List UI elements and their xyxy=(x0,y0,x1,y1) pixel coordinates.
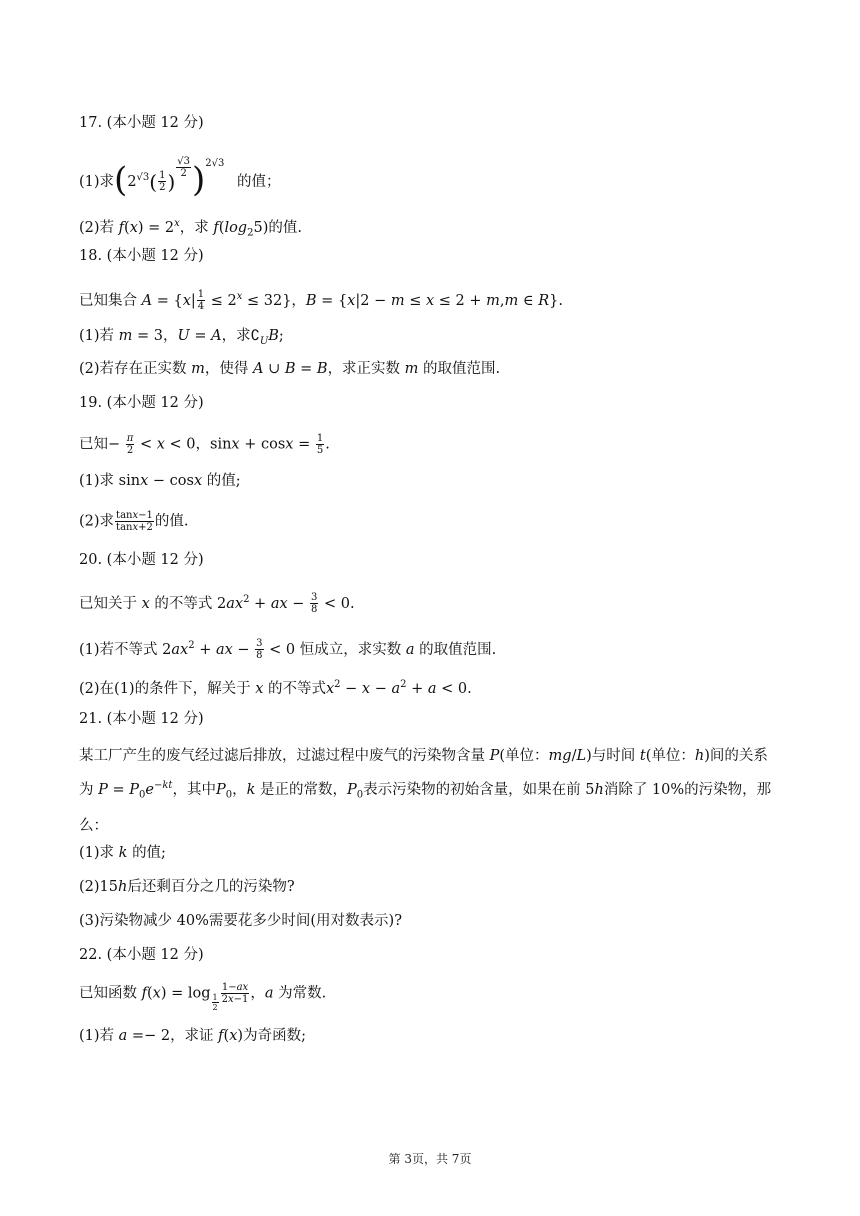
q21-stem: 某工厂产生的废气经过滤后排放，过滤过程中废气的污染物含量 P(单位：mg/L)与时间 t(单位：h)间的关系为 $P = P_0e^{-kt}$，其中$P_0$，k 是正的常数，$P_0$表示污染物的初始含量，如果在前 5h消除了 10%的污染物，那么： xyxy=(79,748,772,834)
q18-stem-mid: ， xyxy=(291,292,306,309)
q21-stem-h: 是正的常数， xyxy=(260,781,347,798)
q20-part1-prefix: (1)若不等式 xyxy=(79,641,158,658)
q20-stem-prefix: 已知关于 xyxy=(79,595,137,612)
q18-part2-mid: ，使得 xyxy=(204,361,249,377)
q21-stem-j: 消除了 10%的污染物，那么： xyxy=(79,781,772,834)
q20-part2-end: . xyxy=(467,680,472,697)
q21-stem-f: ，其中 xyxy=(172,781,216,798)
page-footer: 第 3页，共 7页 xyxy=(388,1152,472,1166)
q19-part1: (1)求 sinx − cosx 的值; xyxy=(79,473,241,489)
q21-stem-b: (单位： xyxy=(499,748,549,764)
q17-part2-prefix: (2)若 xyxy=(79,219,115,236)
q18-part2-prefix: (2)若存在正实数 xyxy=(79,361,187,377)
q22-header: 22. (本小题 12 分) xyxy=(79,947,204,963)
q17-part2-mid: ，求 xyxy=(179,219,209,236)
q19-part2: (2)求 $\frac{\tan x-1}{\tan x+2}$ 的值. xyxy=(79,510,189,533)
q19-header: 19. (本小题 12 分) xyxy=(79,395,204,411)
q22-part1: (1)若 a =− 2，求证 f(x)为奇函数; xyxy=(79,1028,306,1044)
q21-stem-a: 某工厂产生的废气经过滤后排放，过滤过程中废气的污染物含量 xyxy=(79,748,485,764)
q18-part1-prefix: (1)若 xyxy=(79,328,115,344)
q18-part1-sep2: ，求 xyxy=(221,328,251,344)
q19-stem-mid: ， xyxy=(195,436,210,453)
q21-stem-i: 表示污染物的初始含量，如果在前 5 xyxy=(363,781,595,798)
q21-part2-suffix: 后还剩百分之几的污染物? xyxy=(127,879,295,895)
q22-part1-prefix: (1)若 xyxy=(79,1028,115,1044)
q18-stem-end: . xyxy=(558,292,563,309)
q20-part1-suffix: 的取值范围. xyxy=(419,641,497,658)
q19-part1-prefix: (1)求 xyxy=(79,473,115,489)
q18-part2-mid2: ，求正实数 xyxy=(327,361,401,377)
q17-part1-suffix: 的值； xyxy=(237,173,281,190)
q17-part1: (1)求($2^{√3}$( $\frac{1}{2}$ ) $^{\frac{√3}{2}}$ )$^{2√3}$ 的值； xyxy=(79,156,281,200)
q21-part1-prefix: (1)求 xyxy=(79,845,115,861)
q19-part2-prefix: (2)求 xyxy=(79,513,115,530)
q22-stem: 已知函数 f(x) = log $_{\frac{1}{2}}$ $\frac{1-ax}{2x-1}$ ，a 为常数. xyxy=(79,982,327,1013)
q21-stem-e: )间的关系为 xyxy=(79,748,768,798)
q18-part1-end: ; xyxy=(278,328,284,344)
q21-stem-d: (单位： xyxy=(645,748,695,764)
q20-part2-mid: 的不等式 xyxy=(267,680,326,697)
q19-stem: 已知− $\frac{\pi}{2}$ < x < 0，sinx + cosx = $\frac{1}{5}$ . xyxy=(79,433,330,456)
q22-part1-suffix: 为奇函数; xyxy=(243,1028,306,1044)
q18-stem-prefix: 已知集合 xyxy=(79,292,137,309)
q18-part2: (2)若存在正实数 m，使得 A ∪ B = B，求正实数 m 的取值范围. xyxy=(79,361,501,377)
q18-part2-suffix: 的取值范围. xyxy=(423,361,501,377)
q20-stem: 已知关于 x 的不等式 $2ax^2$ + ax − $\frac{3}{8}$ < 0. xyxy=(79,592,355,616)
q20-stem-end: . xyxy=(350,595,355,612)
q19-stem-prefix: 已知 xyxy=(79,436,108,453)
q19-part1-suffix: 的值; xyxy=(206,473,241,489)
q17-part2: (2)若 $f(x) = 2^x$，求 $f(\log_25)$的值. xyxy=(79,218,302,239)
q20-part2: (2)在(1)的条件下，解关于 x 的不等式$x^2 - x - a^2 + a < 0$. xyxy=(79,679,472,697)
q18-header: 18. (本小题 12 分) xyxy=(79,248,204,264)
q17-part2-suffix: 的值. xyxy=(268,219,302,236)
q21-stem-c: )与时间 xyxy=(586,748,636,764)
q22-stem-prefix: 已知函数 xyxy=(79,985,137,1002)
q20-stem-mid: 的不等式 xyxy=(154,595,213,612)
q22-stem-suffix: 为常数. xyxy=(278,985,327,1002)
q20-header: 20. (本小题 12 分) xyxy=(79,552,204,568)
q22-stem-mid: ， xyxy=(250,985,265,1002)
q18-part1: (1)若 m = 3，U = A，求$∁_UB$; xyxy=(79,328,284,347)
q20-part2-prefix: (2)在(1)的条件下，解关于 xyxy=(79,680,251,697)
q17-header: 17. (本小题 12 分) xyxy=(79,115,204,131)
q20-part1: (1)若不等式 $2ax^2$ + ax − $\frac{3}{8}$ < 0 恒成立，求实数 a 的取值范围. xyxy=(79,638,497,662)
q19-part2-suffix: 的值. xyxy=(154,513,189,530)
q21-part3: (3)污染物减少 40%需要花多少时间(用对数表示)? xyxy=(79,913,402,929)
q21-stem-g: ， xyxy=(232,781,247,798)
q21-part1: (1)求 k 的值; xyxy=(79,845,166,861)
q18-stem: 已知集合 A = {x| $\frac{1}{4}$ ≤ $2^x \le 32$}，B = {x|2 − m ≤ x ≤ 2 + m,m ∈ R}. xyxy=(79,289,563,313)
q21-part1-suffix: 的值; xyxy=(132,845,166,861)
q17-part1-prefix: (1)求 xyxy=(79,173,115,190)
q22-part1-mid: ，求证 xyxy=(170,1028,214,1044)
q20-part1-mid: 恒成立，求实数 xyxy=(299,641,402,658)
q19-stem-end: . xyxy=(325,436,330,453)
q21-header: 21. (本小题 12 分) xyxy=(79,711,204,727)
q21-part2: (2)15h后还剩百分之几的污染物? xyxy=(79,879,295,895)
q18-part1-sep1: ， xyxy=(163,328,178,344)
q21-part2-prefix: (2)15 xyxy=(79,879,118,895)
